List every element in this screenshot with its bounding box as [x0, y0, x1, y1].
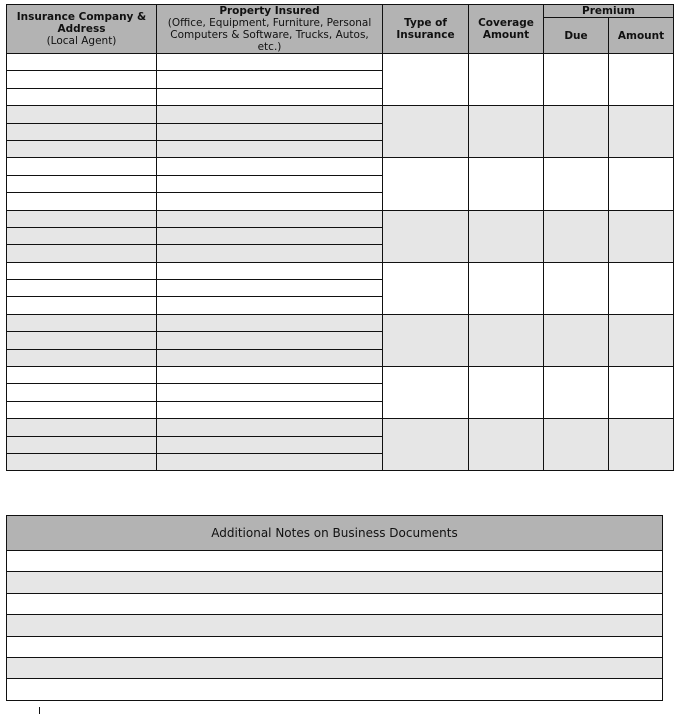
notes-title: Additional Notes on Business Documents [7, 516, 663, 551]
company-cell[interactable] [7, 106, 157, 123]
premium-amount-cell[interactable] [609, 419, 674, 471]
company-cell[interactable] [7, 332, 157, 349]
notes-cell[interactable] [7, 679, 663, 700]
company-cell[interactable] [7, 367, 157, 384]
premium-due-cell[interactable] [544, 367, 609, 419]
premium-due-cell[interactable] [544, 210, 609, 262]
notes-cell[interactable] [7, 636, 663, 657]
page-margin-mark [39, 707, 40, 714]
company-cell[interactable] [7, 193, 157, 210]
property-cell[interactable] [157, 54, 383, 71]
insurance-table-body [7, 54, 674, 471]
property-cell[interactable] [157, 158, 383, 175]
property-cell[interactable] [157, 280, 383, 297]
notes-row [7, 679, 663, 700]
header-insurance-company [7, 5, 157, 54]
property-cell[interactable] [157, 175, 383, 192]
coverage-cell[interactable] [469, 210, 544, 262]
company-cell[interactable] [7, 227, 157, 244]
property-cell[interactable] [157, 367, 383, 384]
premium-amount-cell[interactable] [609, 54, 674, 106]
notes-cell[interactable] [7, 551, 663, 572]
premium-due-cell[interactable] [544, 158, 609, 210]
type-cell[interactable] [383, 262, 469, 314]
coverage-cell[interactable] [469, 314, 544, 366]
property-cell[interactable] [157, 227, 383, 244]
type-cell[interactable] [383, 210, 469, 262]
insurance-table [6, 4, 674, 471]
insurance-row [7, 106, 674, 123]
company-cell[interactable] [7, 453, 157, 470]
property-cell[interactable] [157, 332, 383, 349]
premium-amount-cell[interactable] [609, 158, 674, 210]
company-cell[interactable] [7, 158, 157, 175]
company-cell[interactable] [7, 140, 157, 157]
premium-amount-cell[interactable] [609, 106, 674, 158]
header-property-title: Property Insured [219, 5, 320, 17]
notes-row [7, 657, 663, 678]
premium-amount-cell[interactable] [609, 210, 674, 262]
property-cell[interactable] [157, 453, 383, 470]
property-cell[interactable] [157, 71, 383, 88]
notes-table-body [7, 551, 663, 701]
property-cell[interactable] [157, 384, 383, 401]
property-cell[interactable] [157, 245, 383, 262]
coverage-cell[interactable] [469, 262, 544, 314]
notes-row [7, 636, 663, 657]
insurance-row [7, 210, 674, 227]
notes-row [7, 551, 663, 572]
company-cell[interactable] [7, 123, 157, 140]
type-cell[interactable] [383, 419, 469, 471]
notes-row [7, 572, 663, 593]
company-cell[interactable] [7, 297, 157, 314]
premium-amount-cell[interactable] [609, 314, 674, 366]
company-cell[interactable] [7, 314, 157, 331]
company-cell[interactable] [7, 280, 157, 297]
property-cell[interactable] [157, 262, 383, 279]
premium-due-cell[interactable] [544, 262, 609, 314]
coverage-cell[interactable] [469, 367, 544, 419]
coverage-cell[interactable] [469, 106, 544, 158]
insurance-row [7, 419, 674, 436]
property-cell[interactable] [157, 297, 383, 314]
header-premium: Premium [544, 5, 674, 18]
property-cell[interactable] [157, 436, 383, 453]
premium-due-cell[interactable] [544, 314, 609, 366]
coverage-cell[interactable] [469, 158, 544, 210]
insurance-row [7, 54, 674, 71]
notes-table [6, 515, 663, 701]
premium-due-cell[interactable] [544, 54, 609, 106]
coverage-cell[interactable] [469, 54, 544, 106]
property-cell[interactable] [157, 193, 383, 210]
header-property-insured [157, 5, 383, 54]
notes-row [7, 593, 663, 614]
property-cell[interactable] [157, 123, 383, 140]
coverage-cell[interactable] [469, 419, 544, 471]
company-cell[interactable] [7, 262, 157, 279]
company-cell[interactable] [7, 175, 157, 192]
company-cell[interactable] [7, 419, 157, 436]
company-cell[interactable] [7, 349, 157, 366]
notes-cell[interactable] [7, 657, 663, 678]
notes-cell[interactable] [7, 593, 663, 614]
company-cell[interactable] [7, 401, 157, 418]
property-cell[interactable] [157, 106, 383, 123]
type-cell[interactable] [383, 54, 469, 106]
company-cell[interactable] [7, 210, 157, 227]
company-cell[interactable] [7, 245, 157, 262]
premium-amount-cell[interactable] [609, 262, 674, 314]
insurance-row [7, 262, 674, 279]
header-premium-due: Due [544, 18, 609, 54]
premium-amount-cell[interactable] [609, 367, 674, 419]
property-cell[interactable] [157, 419, 383, 436]
insurance-row [7, 314, 674, 331]
type-cell[interactable] [383, 158, 469, 210]
type-cell[interactable] [383, 314, 469, 366]
notes-cell[interactable] [7, 615, 663, 636]
company-cell[interactable] [7, 71, 157, 88]
company-cell[interactable] [7, 384, 157, 401]
company-cell[interactable] [7, 88, 157, 105]
company-cell[interactable] [7, 436, 157, 453]
type-cell[interactable] [383, 367, 469, 419]
company-cell[interactable] [7, 54, 157, 71]
property-cell[interactable] [157, 314, 383, 331]
header-type-of-insurance: Type of Insurance [383, 5, 469, 54]
header-company-title: Insurance Company & [16, 11, 147, 23]
notes-cell[interactable] [7, 572, 663, 593]
property-cell[interactable] [157, 401, 383, 418]
property-cell[interactable] [157, 210, 383, 227]
property-cell[interactable] [157, 88, 383, 105]
premium-due-cell[interactable] [544, 419, 609, 471]
header-company-sub: (Local Agent) [46, 35, 117, 47]
property-cell[interactable] [157, 140, 383, 157]
header-property-sub: (Office, Equipment, Furniture, Personal Computers & Software, Trucks, Autos, etc.) [167, 17, 372, 53]
notes-row [7, 615, 663, 636]
insurance-row [7, 367, 674, 384]
insurance-row [7, 158, 674, 175]
type-cell[interactable] [383, 106, 469, 158]
header-premium-amount: Amount [609, 18, 674, 54]
header-coverage-amount: Coverage Amount [469, 5, 544, 54]
property-cell[interactable] [157, 349, 383, 366]
premium-due-cell[interactable] [544, 106, 609, 158]
header-company-title-2: Address [57, 23, 106, 35]
